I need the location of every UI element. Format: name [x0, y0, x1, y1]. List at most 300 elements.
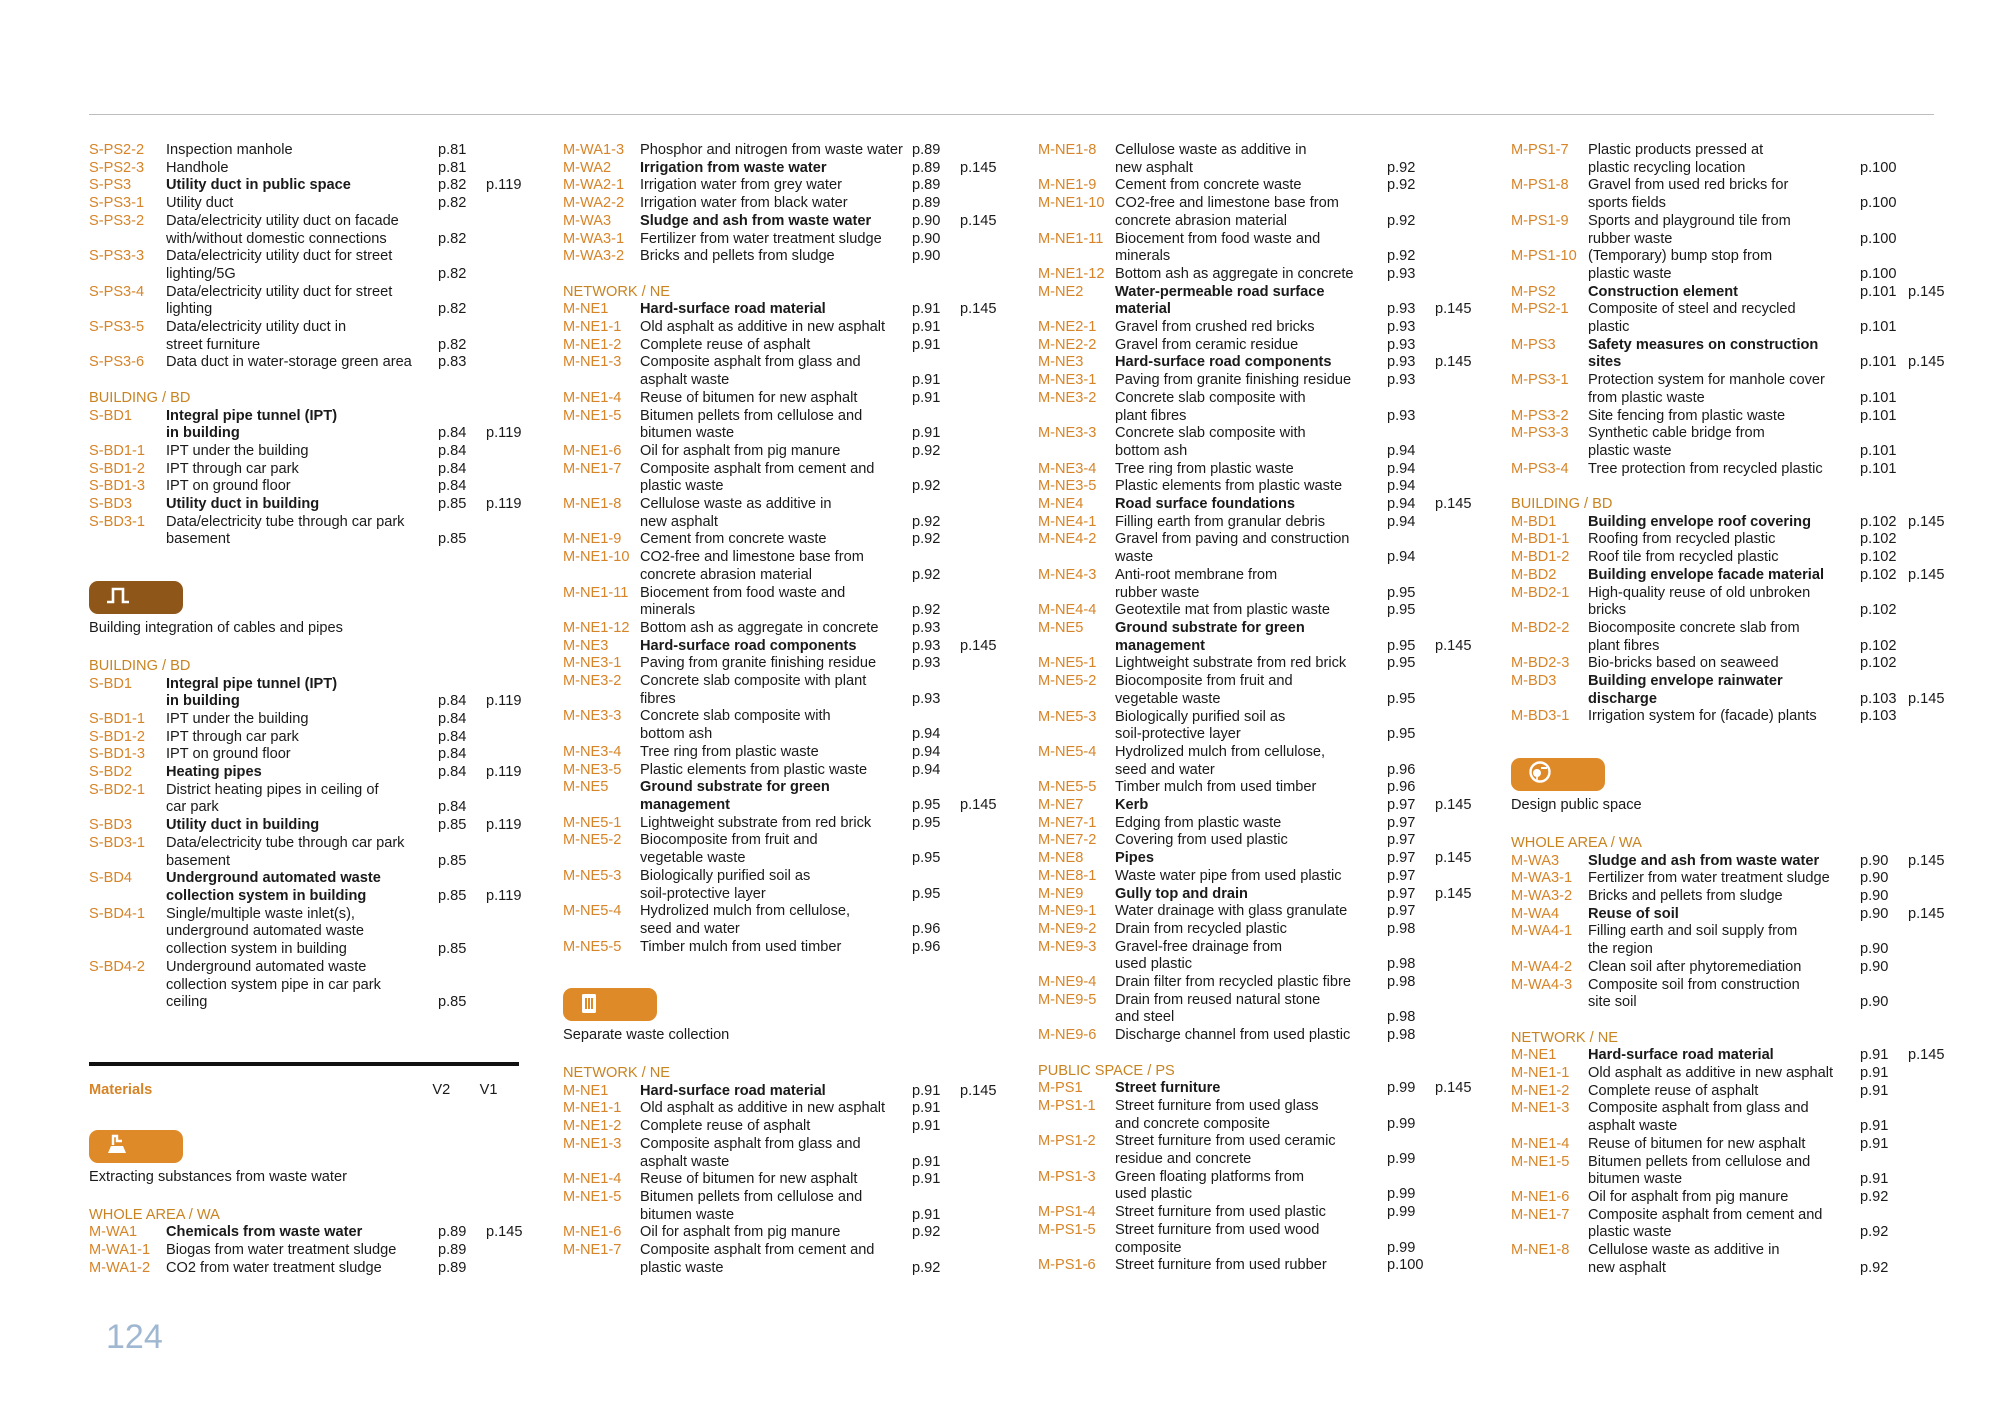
entry-page-v1	[1435, 284, 1475, 319]
page-ref-v2: p.101	[1860, 442, 1897, 459]
index-entry-row	[1038, 142, 1468, 177]
entry-page-v1	[486, 160, 526, 178]
entry-page-v1	[960, 762, 1000, 780]
entry-description-line: IPT through car park	[166, 460, 299, 477]
entry-description	[1588, 567, 1860, 585]
entry-code: M-NE3-5	[563, 761, 622, 778]
index-entry-row	[1038, 390, 1468, 425]
entry-page-v1	[1435, 514, 1475, 532]
section-heading: BUILDING / BD	[1511, 496, 1613, 513]
entry-page-v2	[1860, 142, 1908, 177]
entry-code: M-NE1-1	[563, 1100, 622, 1117]
entry-description	[1115, 567, 1387, 602]
entry-page-v2	[1860, 284, 1908, 302]
entry-page-v1	[1908, 549, 1948, 567]
entry-page-v1	[1908, 1047, 1948, 1065]
entry-description-line: Filling earth from granular debris	[1115, 513, 1326, 530]
entry-description	[1115, 797, 1387, 815]
entry-page-v1	[960, 1100, 1000, 1118]
entry-page-v2	[912, 1100, 960, 1118]
entry-description-line: Complete reuse of asphalt	[640, 1118, 811, 1135]
page-ref-v2: p.100	[1860, 195, 1897, 212]
entry-page-v2	[1387, 514, 1435, 532]
entry-page-v1	[486, 959, 526, 1012]
entry-code: M-WA2	[563, 159, 612, 176]
entry-code: M-NE2-2	[1038, 336, 1097, 353]
entry-description	[1588, 673, 1860, 708]
entry-page-v1	[960, 673, 1000, 708]
index-entry-row	[1511, 1065, 1941, 1083]
entry-page-v1	[1908, 425, 1948, 460]
entry-description-line: Gravel from ceramic residue	[1115, 336, 1299, 353]
entry-description-line: Reuse of bitumen for new asphalt	[640, 389, 858, 406]
entry-description	[1588, 655, 1860, 673]
page-ref-v2: p.92	[912, 442, 941, 459]
entry-code: M-NE3-5	[1038, 478, 1097, 495]
index-entry-row	[1038, 673, 1468, 708]
entry-description	[640, 903, 912, 938]
entry-code: M-NE1-4	[563, 1171, 622, 1188]
entry-description-line: Reuse of bitumen for new asphalt	[640, 1171, 858, 1188]
entry-description	[1588, 284, 1860, 302]
entry-page-v1	[960, 531, 1000, 549]
entry-code: S-BD3	[89, 496, 132, 513]
entry-description	[640, 832, 912, 867]
entry-code: M-PS3-4	[1511, 460, 1569, 477]
page-ref-v2: p.94	[912, 761, 941, 778]
entry-description	[1588, 708, 1860, 726]
page-ref-v2: p.92	[1387, 159, 1416, 176]
entry-page-v2	[1860, 1100, 1908, 1135]
entry-page-v2	[1860, 853, 1908, 871]
entry-description	[166, 408, 438, 443]
entry-code: M-NE1-5	[563, 407, 622, 424]
entry-description-line: plastic waste	[1588, 442, 1672, 459]
entry-description	[1115, 461, 1387, 479]
entry-description-line: vegetable waste	[1115, 690, 1221, 707]
entry-code: M-NE5-1	[563, 814, 622, 831]
entry-page-v1	[960, 1083, 1000, 1101]
entry-code: M-NE3-3	[563, 708, 622, 725]
index-entry-row	[1511, 923, 1941, 958]
entry-code: M-NE2	[1038, 283, 1084, 300]
page-ref-v2: p.99	[1387, 1186, 1416, 1203]
entry-page-v1	[960, 337, 1000, 355]
page-ref-v2: p.93	[1387, 265, 1416, 282]
entry-page-v1	[1435, 266, 1475, 284]
index-entry-row	[1511, 425, 1941, 460]
entry-page-v1	[486, 408, 526, 443]
page-ref-v1: p.145	[960, 212, 997, 229]
index-entry-row	[1511, 142, 1941, 177]
entry-description	[1588, 213, 1860, 248]
entry-description	[1115, 1133, 1387, 1168]
entry-description-line: asphalt waste	[1588, 1118, 1678, 1135]
entry-page-v1	[486, 835, 526, 870]
entry-page-v2	[438, 496, 486, 514]
entry-page-v1	[1908, 1136, 1948, 1154]
page-ref-v2: p.89	[912, 142, 941, 158]
index-entry-row	[563, 1171, 993, 1189]
entry-code: M-NE1-7	[563, 1242, 622, 1259]
entry-page-v1	[1435, 744, 1475, 779]
page-ref-v1: p.145	[1908, 566, 1945, 583]
entry-page-v1	[1435, 850, 1475, 868]
entry-page-v1	[1435, 673, 1475, 708]
index-group-row	[89, 1224, 523, 1242]
entry-description-line: vegetable waste	[640, 850, 746, 867]
entry-description-line: basement	[166, 531, 231, 548]
entry-page-v1	[1908, 673, 1948, 708]
entry-page-v1	[486, 177, 526, 195]
entry-description-line: Bottom ash as aggregate in concrete	[1115, 265, 1354, 282]
index-entry-row	[1511, 408, 1941, 426]
entry-code: M-NE1-9	[563, 531, 622, 548]
entry-code: M-NE9-2	[1038, 920, 1097, 937]
entry-page-v2	[912, 815, 960, 833]
entry-page-v1	[960, 1171, 1000, 1189]
entry-page-v1	[1908, 888, 1948, 906]
top-rule	[89, 114, 1934, 115]
page-ref-v1: p.145	[1908, 354, 1945, 371]
entry-description-line: Green floating platforms from	[1115, 1168, 1304, 1185]
entry-page-v1	[1435, 974, 1475, 992]
entry-page-v1	[1435, 1133, 1475, 1168]
page-ref-v2: p.92	[912, 1259, 941, 1276]
index-group-row	[89, 817, 522, 835]
entry-description-line: collection system pipe in car park	[166, 976, 381, 993]
entry-code: S-PS3-2	[89, 212, 145, 229]
entry-page-v2	[438, 408, 486, 443]
page-ref-v2: p.95	[1387, 584, 1416, 601]
entry-code: M-PS1-8	[1511, 177, 1569, 194]
page-ref-v2: p.101	[1860, 283, 1897, 300]
entry-page-v1	[1435, 939, 1475, 974]
page-ref-v2: p.98	[1387, 1027, 1416, 1044]
index-entry-row	[1038, 939, 1468, 974]
index-entry-row	[89, 959, 519, 1012]
index-entry-row	[563, 832, 993, 867]
entry-page-v2	[438, 142, 486, 160]
entry-code: M-WA3	[563, 212, 612, 229]
entry-code: M-BD3	[1511, 673, 1557, 690]
entry-page-v1	[486, 248, 526, 283]
entry-page-v1	[1435, 602, 1475, 620]
entry-code: M-PS3-1	[1511, 372, 1569, 389]
entry-description-line: Chemicals from waste water	[166, 1224, 363, 1241]
entry-description	[640, 638, 912, 656]
entry-description	[1115, 337, 1387, 355]
page-ref-v2: p.99	[1387, 1204, 1416, 1221]
entry-page-v1	[960, 177, 1000, 195]
page-ref-v2: p.94	[1387, 478, 1416, 495]
entry-description	[1115, 744, 1387, 779]
entry-page-v2	[912, 638, 960, 656]
entry-description	[640, 301, 912, 319]
entry-description	[166, 676, 438, 711]
entry-page-v2	[438, 284, 486, 319]
entry-description-line: IPT under the building	[166, 710, 309, 727]
page-ref-v2: p.94	[1387, 513, 1416, 530]
entry-description-line: Oil for asphalt from pig manure	[1588, 1188, 1789, 1205]
index-group-row	[1511, 905, 1945, 924]
page-ref-v2: p.100	[1860, 230, 1897, 247]
page-ref-v2: p.102	[1860, 602, 1897, 619]
entry-description	[166, 906, 438, 959]
entry-page-v1	[1908, 372, 1948, 407]
index-entry-row	[1038, 478, 1468, 496]
page-ref-v2: p.93	[1387, 301, 1416, 318]
page-ref-v2: p.84	[438, 693, 467, 710]
index-entry-row	[1038, 567, 1468, 602]
entry-code: M-NE7	[1038, 797, 1084, 814]
entry-description	[1588, 959, 1860, 977]
entry-page-v2	[912, 1171, 960, 1189]
page-ref-v1: p.145	[960, 637, 997, 654]
entry-description-line: Underground automated waste	[166, 870, 381, 887]
entry-page-v2	[912, 868, 960, 903]
entry-description	[1588, 177, 1860, 212]
page-ref-v2: p.91	[912, 1153, 941, 1170]
entry-code: M-PS1-9	[1511, 212, 1569, 229]
entry-description-line: basement	[166, 852, 231, 869]
entry-description	[1588, 461, 1860, 479]
entry-description-line: lighting/5G	[166, 265, 236, 282]
entry-description-line: IPT under the building	[166, 442, 309, 459]
index-entry-row	[1038, 921, 1468, 939]
entry-code: M-WA2-2	[563, 195, 625, 212]
page-ref-v2: p.94	[912, 743, 941, 760]
entry-page-v2	[1387, 1204, 1435, 1222]
index-entry-row	[563, 815, 993, 833]
entry-code: M-WA1-3	[563, 142, 625, 158]
entry-description-line: Bitumen pellets from cellulose and	[1588, 1153, 1811, 1170]
entry-description-line: soil-protective layer	[1115, 726, 1241, 743]
entry-page-v1	[960, 160, 1000, 178]
entry-page-v2	[1387, 231, 1435, 266]
index-group-row	[1038, 496, 1472, 514]
entry-page-v2	[1387, 850, 1435, 868]
category-label: Separate waste collection	[563, 1027, 730, 1044]
entry-page-v1	[1435, 496, 1475, 514]
entry-code: M-NE3-1	[563, 655, 622, 672]
entry-page-v2	[1860, 301, 1908, 336]
entry-code: M-PS1-10	[1511, 248, 1577, 265]
page-ref-v2: p.94	[1387, 460, 1416, 477]
entry-page-v2	[1860, 870, 1908, 888]
entry-page-v1	[1908, 1100, 1948, 1135]
entry-description-line: Paving from granite finishing residue	[1115, 372, 1352, 389]
entry-description-line: new asphalt	[1588, 1259, 1666, 1276]
entry-code: M-NE5-5	[563, 938, 622, 955]
page-ref-v2: p.102	[1860, 531, 1897, 548]
index-group-row	[1038, 283, 1472, 319]
entry-page-v1	[960, 939, 1000, 957]
index-entry-row	[563, 673, 993, 708]
entry-code: M-NE5-4	[563, 903, 622, 920]
page-ref-v2: p.98	[1387, 920, 1416, 937]
page-ref-v2: p.97	[1387, 903, 1416, 920]
entry-description	[1588, 372, 1860, 407]
entry-description-line: Handhole	[166, 159, 229, 176]
entry-page-v2	[1387, 461, 1435, 479]
entry-description	[640, 496, 912, 531]
entry-page-v1	[960, 549, 1000, 584]
index-entry-row	[563, 248, 993, 266]
page-ref-v2: p.99	[1387, 1151, 1416, 1168]
entry-description-line: Concrete slab composite with	[1115, 425, 1306, 442]
section-heading: NETWORK / NE	[1511, 1029, 1619, 1046]
entry-description-line: Hydrolized mulch from cellulose,	[640, 903, 851, 920]
entry-page-v2	[912, 531, 960, 549]
column-label-v2: V2	[432, 1081, 451, 1098]
entry-page-v1	[1908, 408, 1948, 426]
page-ref-v1: p.119	[486, 496, 522, 513]
index-entry-row	[563, 177, 993, 195]
entry-description-line: Data/electricity utility duct in	[166, 319, 347, 336]
entry-code: M-NE1-3	[563, 354, 622, 371]
entry-description	[166, 514, 438, 549]
page-ref-v1: p.145	[1435, 850, 1472, 867]
entry-code: M-NE1-4	[563, 389, 622, 406]
entry-code: M-NE3-2	[1038, 389, 1097, 406]
index-column-1	[89, 142, 523, 1277]
entry-description	[1115, 372, 1387, 390]
entry-description	[640, 319, 912, 337]
entry-description	[1588, 337, 1860, 372]
entry-description-line: bricks	[1588, 602, 1627, 619]
entry-description	[1115, 921, 1387, 939]
page-ref-v1: p.119	[486, 888, 522, 904]
entry-description	[1588, 888, 1860, 906]
index-entry-row	[89, 1260, 519, 1278]
entry-description-line: collection system in building	[166, 888, 367, 904]
index-entry-row	[89, 284, 519, 319]
page-ref-v1: p.145	[486, 1224, 523, 1241]
entry-code: M-WA3-1	[1511, 870, 1573, 887]
entry-description	[1115, 779, 1387, 797]
entry-page-v1	[960, 779, 1000, 814]
entry-description	[640, 231, 912, 249]
page-ref-v2: p.103	[1860, 708, 1897, 725]
entry-description-line: management	[1115, 637, 1206, 654]
page-ref-v2: p.102	[1860, 513, 1897, 530]
page-ref-v1: p.119	[486, 177, 522, 194]
entry-page-v1	[1435, 992, 1475, 1027]
page-ref-v1: p.145	[1435, 797, 1472, 814]
entry-description-line: Hard-surface road material	[1588, 1047, 1774, 1064]
page-ref-v2: p.82	[438, 301, 467, 318]
page-ref-v2: p.92	[1860, 1188, 1889, 1205]
page-ref-v1: p.145	[1435, 637, 1472, 654]
entry-code: M-WA3	[1511, 852, 1560, 869]
entry-description	[166, 461, 438, 479]
entry-code: M-NE5-4	[1038, 743, 1097, 760]
entry-description-line: Clean soil after phytoremediation	[1588, 958, 1802, 975]
entry-page-v1	[960, 213, 1000, 231]
entry-description-line: Composite soil from construction	[1588, 976, 1800, 993]
entry-description-line: Water drainage with glass granulate	[1115, 903, 1348, 920]
entry-description-line: Paving from granite finishing residue	[640, 655, 877, 672]
entry-page-v2	[912, 160, 960, 178]
entry-description-line: bottom ash	[640, 726, 713, 743]
entry-description	[1115, 815, 1387, 833]
entry-code: M-PS1-4	[1038, 1204, 1096, 1221]
entry-code: M-BD2	[1511, 566, 1557, 583]
entry-page-v2	[438, 1260, 486, 1278]
entry-page-v1	[1435, 815, 1475, 833]
entry-page-v1	[486, 764, 526, 782]
entry-description	[166, 213, 438, 248]
entry-description-line: Biocement from food waste and	[640, 584, 846, 601]
entry-page-v1	[1435, 372, 1475, 390]
entry-page-v2	[438, 461, 486, 479]
index-entry-row	[563, 390, 993, 408]
index-entry-row	[1511, 1189, 1941, 1207]
entry-page-v2	[912, 1083, 960, 1101]
entry-page-v2	[912, 620, 960, 638]
index-group-row	[1038, 797, 1472, 815]
page-ref-v2: p.90	[1860, 870, 1889, 887]
entry-code: M-PS1-2	[1038, 1133, 1096, 1150]
index-group-row	[89, 675, 522, 711]
entry-code: M-NE1-10	[1038, 195, 1105, 212]
entry-description	[1588, 1242, 1860, 1277]
entry-description	[640, 195, 912, 213]
entry-page-v1	[486, 319, 526, 354]
public-space-icon	[1527, 761, 1553, 788]
page-ref-v2: p.90	[1860, 958, 1889, 975]
entry-code: M-NE3-1	[1038, 372, 1097, 389]
entry-code: M-NE1-11	[1038, 230, 1104, 247]
entry-description-line: Inspection manhole	[166, 142, 293, 158]
entry-description-line: in building	[166, 693, 240, 710]
page-ref-v2: p.91	[912, 389, 941, 406]
category-block	[89, 581, 519, 638]
entry-description-line: Cellulose waste as additive in	[1588, 1242, 1780, 1259]
index-entry-row	[1038, 195, 1468, 230]
entry-description-line: concrete abrasion material	[640, 566, 812, 583]
entry-description-line: IPT on ground floor	[166, 478, 291, 495]
faucet-icon	[105, 1133, 129, 1160]
entry-description-line: Data/electricity tube through car park	[166, 834, 405, 851]
index-group-row	[1511, 852, 1945, 871]
entry-page-v1	[1435, 1027, 1475, 1045]
index-entry-row	[563, 1189, 993, 1224]
entry-code: M-NE1-5	[563, 1188, 622, 1205]
entry-page-v1	[1908, 1242, 1948, 1277]
entry-page-v2	[1860, 673, 1908, 708]
entry-description-line: Complete reuse of asphalt	[1588, 1082, 1759, 1099]
entry-description-line: Old asphalt as additive in new asphalt	[640, 1100, 886, 1117]
entry-page-v1	[1435, 1098, 1475, 1133]
entry-code: S-BD3-1	[89, 513, 145, 530]
entry-description-line: Synthetic cable bridge from	[1588, 425, 1765, 442]
entry-page-v1	[1908, 620, 1948, 655]
entry-description	[1588, 549, 1860, 567]
page-ref-v2: p.102	[1860, 549, 1897, 566]
entry-page-v2	[1860, 620, 1908, 655]
entry-description-line: Bitumen pellets from cellulose and	[640, 1188, 863, 1205]
entry-code: S-PS3	[89, 177, 132, 194]
entry-page-v1	[1435, 886, 1475, 904]
entry-code: M-NE1-11	[563, 584, 629, 601]
entry-description	[1115, 1169, 1387, 1204]
entry-page-v2	[1387, 602, 1435, 620]
entry-description-line: composite	[1115, 1239, 1182, 1256]
page-ref-v2: p.91	[912, 336, 941, 353]
entry-page-v1	[1908, 461, 1948, 479]
